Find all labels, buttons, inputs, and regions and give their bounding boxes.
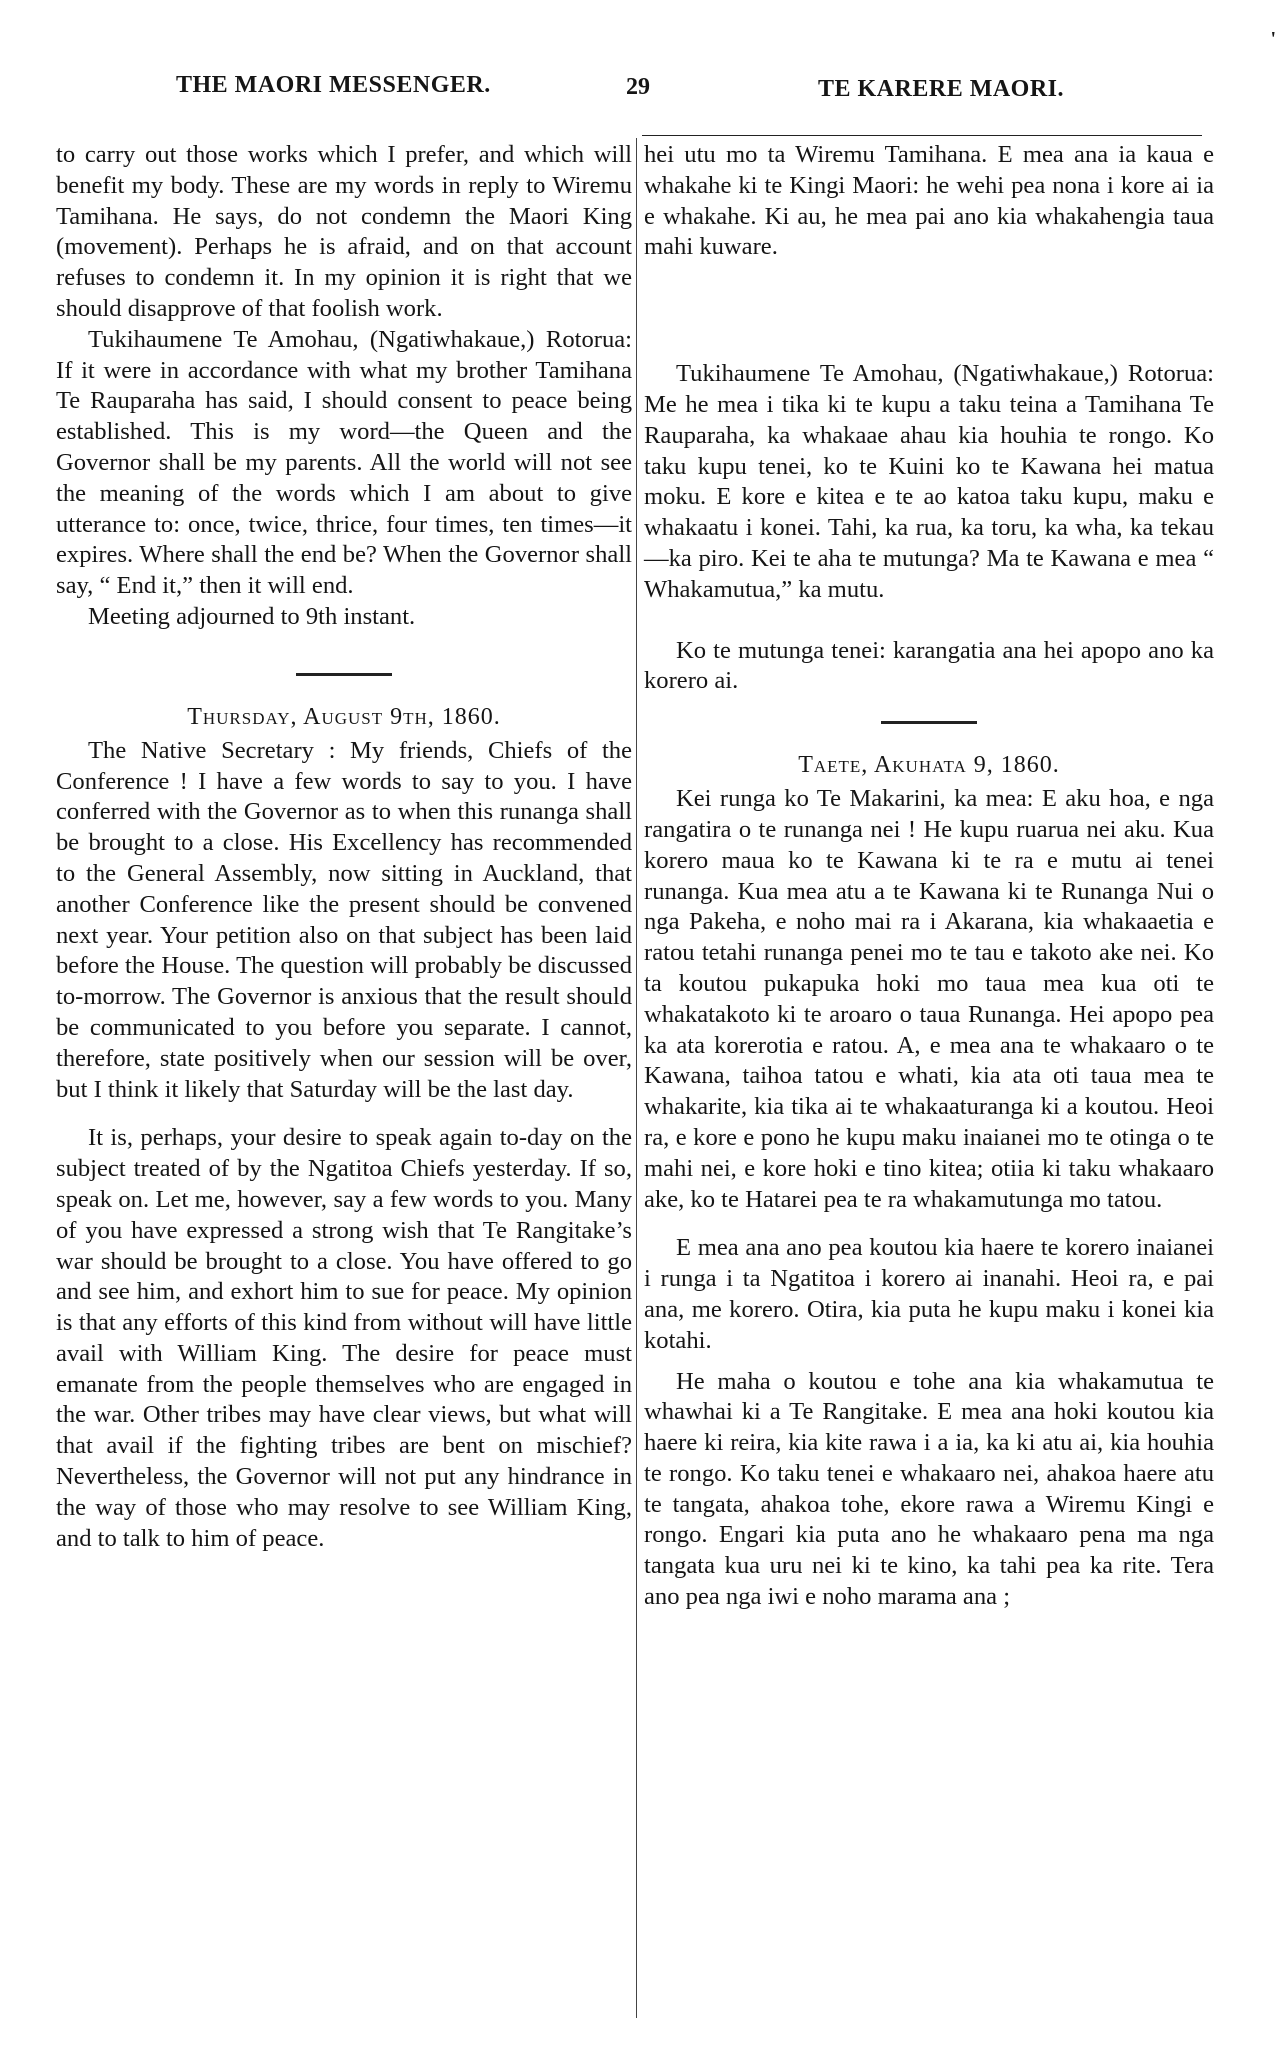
- paragraph: The Native Secretary : My friends, Chiefs of the Conference ! I have a few words to say to you. I have conferred with the Governor as to when this runanga shall be brought to a close. His Excellency has recommended to the General Assembly, now sitting in Auckland, that another Conference like the present should be convened next year. Your petition also on that subject has been laid before the House. The question will probably be discussed to-morrow. The Governor is anxious that the result should be communicated to you before you separate. I cannot, therefore, state positively when our session will be over, but I think it likely that Saturday will be the last day.: [56, 736, 632, 1103]
- column-divider: [636, 138, 637, 2018]
- maori-column: [644, 140, 1214, 1613]
- english-column: [56, 140, 632, 1554]
- paragraph: Tukihaumene Te Amohau, (Ngatiwhakaue,) Rotorua: If it were in accordance with what my brother Tamihana Te Rauparaha has said, I should consent to peace being established. This is my word—the Queen and the Governor shall be my parents. All the world will not see the meaning of the words which I am about to give utterance to: once, twice, thrice, four times, ten times—it expires. Where shall the end be? When the Governor shall say, “ End it,” then it will end.: [56, 325, 632, 600]
- section-rule: [296, 673, 392, 676]
- paragraph: Tukihaumene Te Amohau, (Ngatiwhakaue,) Rotorua: Me he mea i tika ki te kupu a taku teina a Tamihana Te Rauparaha, ka whakaae ahau kia houhia te rongo. Ko taku kupu tenei, ko te Kuini ko te Kawana hei matua moku. E kore e kitea e te ao katoa taku kupu, maku e whakaatu i konei. Tahi, ka rua, ka toru, ka wha, ka tekau—ka piro. Kei te aha te mutunga? Ma te Kawana e mea “ Whakamutua,” ka mutu.: [644, 360, 1214, 603]
- section-rule: [881, 721, 977, 724]
- paragraph: E mea ana ano pea koutou kia haere te korero inaianei i runga i ta Ngatitoa i korero ai inanahi. Heoi ra, e pai ana, me korero. Otira, kia puta he kupu maku i konei kia kotahi.: [644, 1234, 1214, 1354]
- page-header: [0, 72, 1280, 116]
- english-masthead: THE MAORI MESSENGER.: [176, 72, 491, 98]
- paragraph: It is, perhaps, your desire to speak again to-day on the subject treated of by the Ngatitoa Chiefs yesterday. If so, speak on. Let me, however, say a few words to you. Many of you have expressed a strong wish that Te Rangitake’s war should be brought to a close. You have offered to go and see him, and exhort him to sue for peace. My opinion is that any efforts of this kind from without will have little avail with William King. The desire for peace must emanate from the people themselves who are engaged in the war. Other tribes may have clear views, but what will that avail if the fighting tribes are bent on mischief? Nevertheless, the Governor will not put any hindrance in the way of those who may resolve to see William King, and to talk to him of peace.: [56, 1124, 632, 1552]
- paragraph: He maha o koutou e tohe ana kia whakamutua te whawhai ki a Te Rangitake. E mea ana hoki koutou kia haere ki reira, kia kite rawa i a ia, ka ki atu ai, kia houhia te rongo. Ko taku tenei e whakaaro nei, ahakoa haere atu te tangata, ahakoa tohe, ekore rawa a Wiremu Kingi e rongo. Engari kia puta ano he whakaaro pena ma nga tangata kua uru nei ki te kino, ka tahi pea ka rite. Tera ano pea nga iwi e noho marama ana ;: [644, 1367, 1214, 1611]
- date-heading: Thursday, August 9th, 1860.: [187, 703, 501, 730]
- date-heading: Taete, Akuhata 9, 1860.: [798, 752, 1060, 779]
- page-number: 29: [626, 74, 650, 100]
- maori-masthead: TE KARERE MAORI.: [818, 76, 1065, 102]
- paragraph: Kei runga ko Te Makarini, ka mea: E aku hoa, e nga rangatira o te runanga nei ! He kupu ruarua nei aku. Kua korero maua ko te Kawana ki te ra e mutu ai tenei runanga. Kua mea atu a te Kawana ki te Runanga Nui o nga Pakeha, e noho mai ra i Akarana, kia whakaaetia e ratou tetahi runanga penei mo te tau e takoto ake nei. Ko ta koutou pukapuka hoki mo taua mea kua oti te whakatakoto ki te aroaro o taua Runanga. Hei apopo pea ka ata korerotia e ratou. A, e mea ana te whakaaro o te Kawana, taihoa tatou e whati, kia ata oti taua mea te whakarite, kia tika ai te whakaaturanga ki a koutou. Heoi ra, e kore e pono he kupu maku inaianei mo te otinga o te mahi nei, e kore hoki e tino kitea; otiia ki taku whakaaro ake, ko te Hatarei pea te ra whakamutunga mo tatou.: [644, 785, 1214, 1213]
- paragraph: to carry out those works which I prefer, and which will benefit my body. These are my words in reply to Wiremu Tamihana. He says, do not condemn the Maori King (movement). Perhaps he is afraid, and on that account refuses to condemn it. In my opinion it is right that we should disapprove of that foolish work.: [56, 141, 632, 322]
- paragraph: Ko te mutunga tenei: karangatia ana hei apopo ano ka korero ai.: [644, 636, 1214, 695]
- paragraph: Meeting adjourned to 9th instant.: [88, 602, 416, 630]
- paragraph: hei utu mo ta Wiremu Tamihana. E mea ana ia kaua e whakahe ki te Kingi Maori: he wehi pea nona i kore ai ia e whakahe. Ki au, he mea pai ano kia whakahengia taua mahi kuware.: [644, 141, 1214, 261]
- header-rule: [642, 135, 1202, 136]
- corner-mark: ': [1270, 28, 1276, 50]
